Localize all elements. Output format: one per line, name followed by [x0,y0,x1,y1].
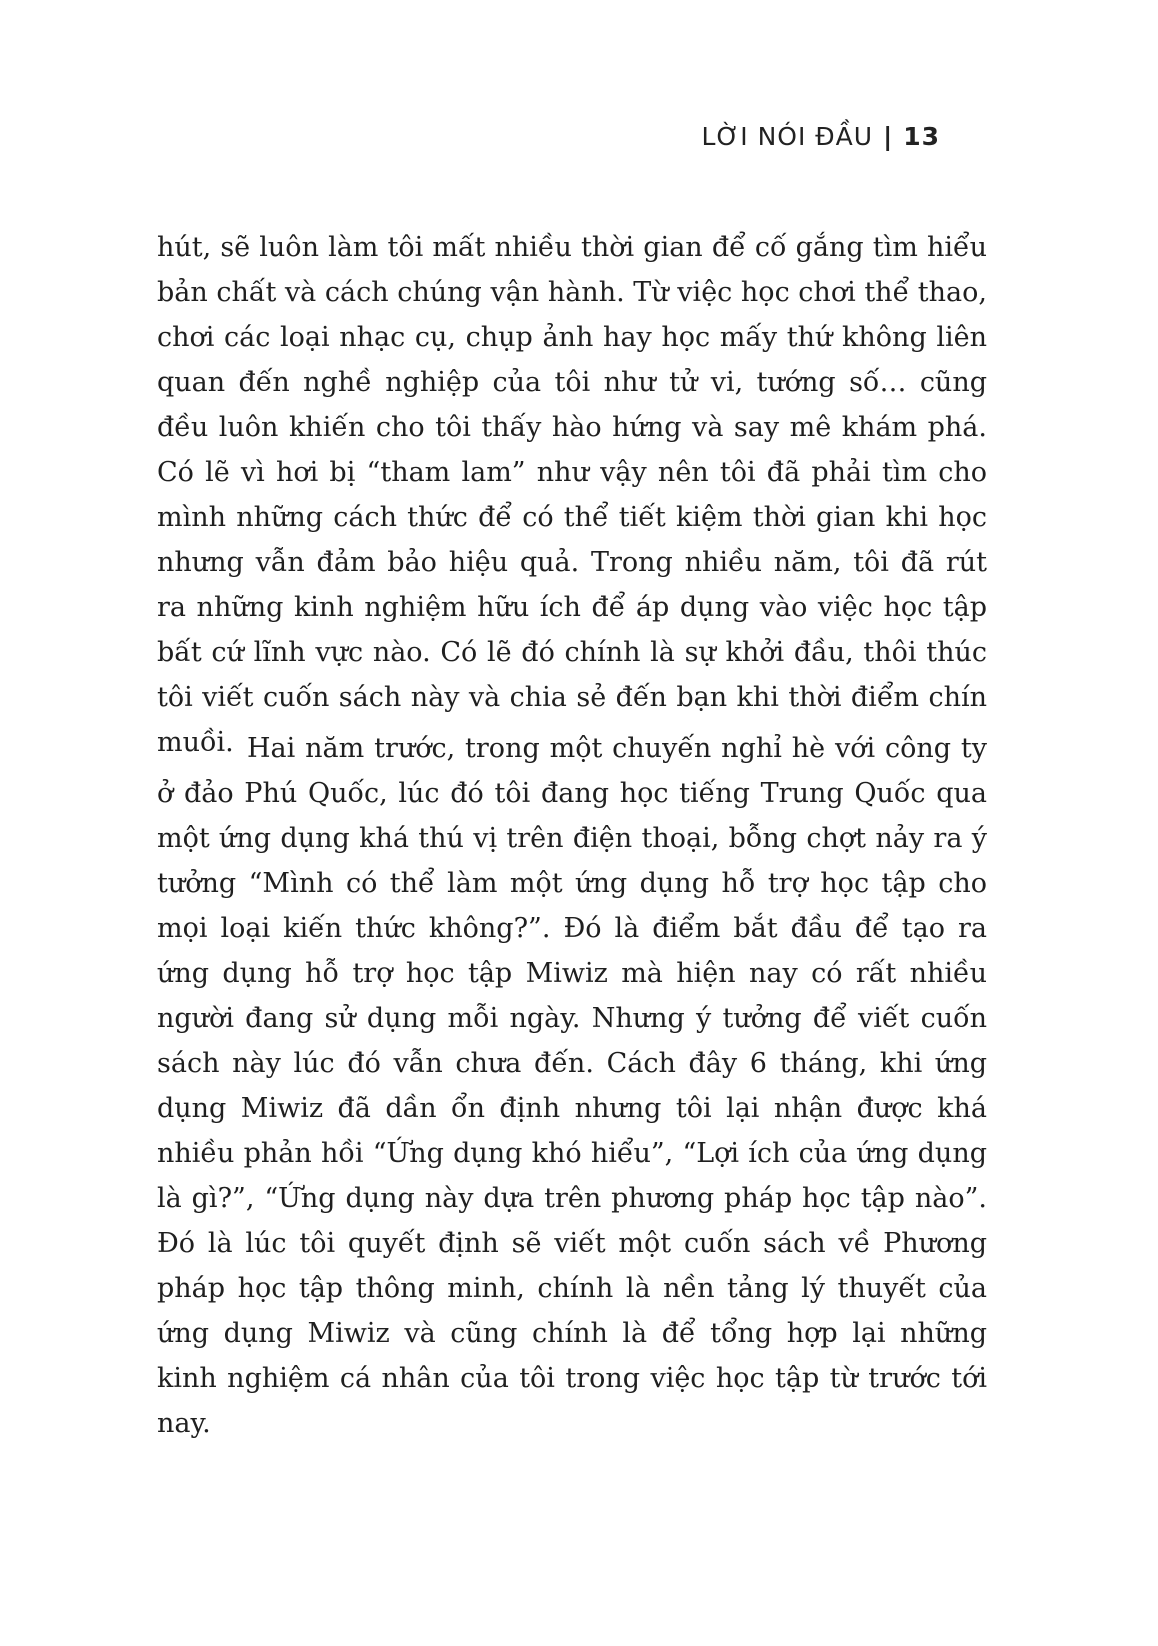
body-paragraph-2: Hai năm trước, trong một chuyến nghỉ hè với công ty ở đảo Phú Quốc, lúc đó tôi đang học tiếng Trung Quốc qua một ứng dụng khá thú vị trên điện thoại, bỗng chợt nảy ra ý tưởng “Mình có thể làm một ứng dụng hỗ trợ học tập cho mọi loại kiến thức không?”. Đó là điểm bắt đầu để tạo ra ứng dụng hỗ trợ học tập Miwiz mà hiện nay có rất nhiều người đang sử dụng mỗi ngày. Nhưng ý tưởng để viết cuốn sách này lúc đó vẫn chưa đến. Cách đây 6 tháng, khi ứng dụng Miwiz đã dần ổn định nhưng tôi lại nhận được khá nhiều phản hồi “Ứng dụng khó hiểu”, “Lợi ích của ứng dụng là gì?”, “Ứng dụng này dựa trên phương pháp học tập nào”. Đó là lúc tôi quyết định sẽ viết một cuốn sách về Phương pháp học tập thông minh, chính là nền tảng lý thuyết của ứng dụng Miwiz và cũng chính là để tổng hợp lại những kinh nghiệm cá nhân của tôi trong việc học tập từ trước tới nay. [157,733,987,1439]
page-number: 13 [903,122,940,151]
body-paragraph-1: hút, sẽ luôn làm tôi mất nhiều thời gian để cố gắng tìm hiểu bản chất và cách chúng vận hành. Từ việc học chơi thể thao, chơi các loại nhạc cụ, chụp ảnh hay học mấy thứ không liên quan đến nghề nghiệp của tôi như tử vi, tướng số… cũng đều luôn khiến cho tôi thấy hào hứng và say mê khám phá. Có lẽ vì hơi bị “tham lam” như vậy nên tôi đã phải tìm cho mình những cách thức để có thể tiết kiệm thời gian khi học nhưng vẫn đảm bảo hiệu quả. Trong nhiều năm, tôi đã rút ra những kinh nghiệm hữu ích để áp dụng vào việc học tập bất cứ lĩnh vực nào. Có lẽ đó chính là sự khởi đầu, thôi thúc tôi viết cuốn sách này và chia sẻ đến bạn khi thời điểm chín muồi. [157,232,987,758]
chapter-title: LỜI NÓI ĐẦU [701,122,874,151]
running-header [702,122,940,151]
header-separator: | [883,122,894,151]
